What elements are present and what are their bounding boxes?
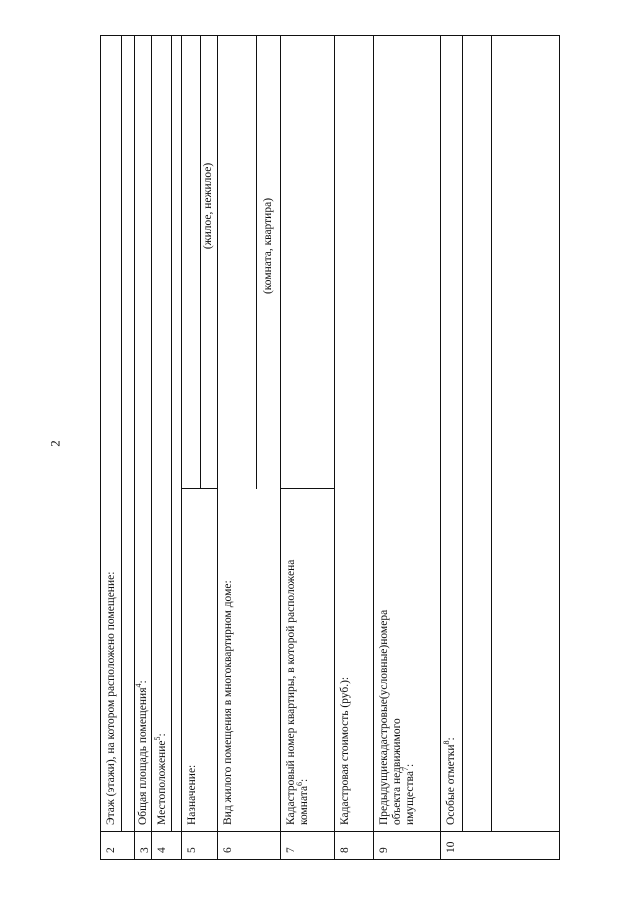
form-sheet: [100, 35, 560, 860]
row-cadastral-value: [334, 36, 373, 859]
row-previous-numbers: [373, 36, 440, 859]
row-number: 7: [281, 831, 334, 859]
area-label: Общая площадь помещения$^4$:: [134, 680, 149, 825]
row-location: [151, 36, 181, 859]
apartment-cadastral-label: Кадастровый номер квартиры, в которой расположена комната$^6$:: [285, 559, 310, 825]
row-number: 4: [152, 831, 181, 859]
divider: [121, 36, 122, 831]
page-number: 2: [47, 440, 63, 447]
divider: [200, 36, 201, 489]
divider: [171, 36, 172, 831]
row-number: 3: [135, 831, 151, 859]
row-area: [134, 36, 151, 859]
previous-numbers-label: Предыдущие кадастровые (условные) номера объекта недвижимого имущества$^7$:: [378, 609, 416, 825]
row-number: 9: [374, 831, 440, 859]
row-special-notes: [440, 36, 559, 859]
row-premises-type: [217, 36, 280, 859]
divider: [256, 36, 257, 489]
divider: [462, 36, 463, 831]
cadastral-value-label: Кадастровая стоимость (руб.):: [339, 676, 351, 825]
location-label: Местоположение$^5$:: [153, 733, 168, 825]
row-number: 8: [335, 831, 373, 859]
row-number: 10: [441, 831, 559, 859]
premises-type-hint: (комната, квартира): [262, 197, 274, 295]
row-number: 2: [101, 831, 134, 859]
row-number: 6: [218, 831, 280, 859]
form-table: [100, 35, 560, 860]
row-apartment-cadastral: [280, 36, 334, 859]
premises-type-label: Вид жилого помещения в многоквартирном доме:: [222, 580, 234, 825]
purpose-label: Назначение:: [186, 764, 198, 825]
row-purpose: [181, 36, 217, 859]
row-number: 5: [182, 831, 217, 859]
divider: [281, 488, 334, 489]
divider: [491, 36, 492, 831]
special-notes-label: Особые отметки$^8$:: [442, 737, 457, 825]
row-floor: [101, 36, 134, 859]
floor-label: Этаж (этажи), на котором расположено помещение:: [105, 571, 117, 825]
purpose-hint: (жилое, нежилое): [202, 162, 214, 250]
